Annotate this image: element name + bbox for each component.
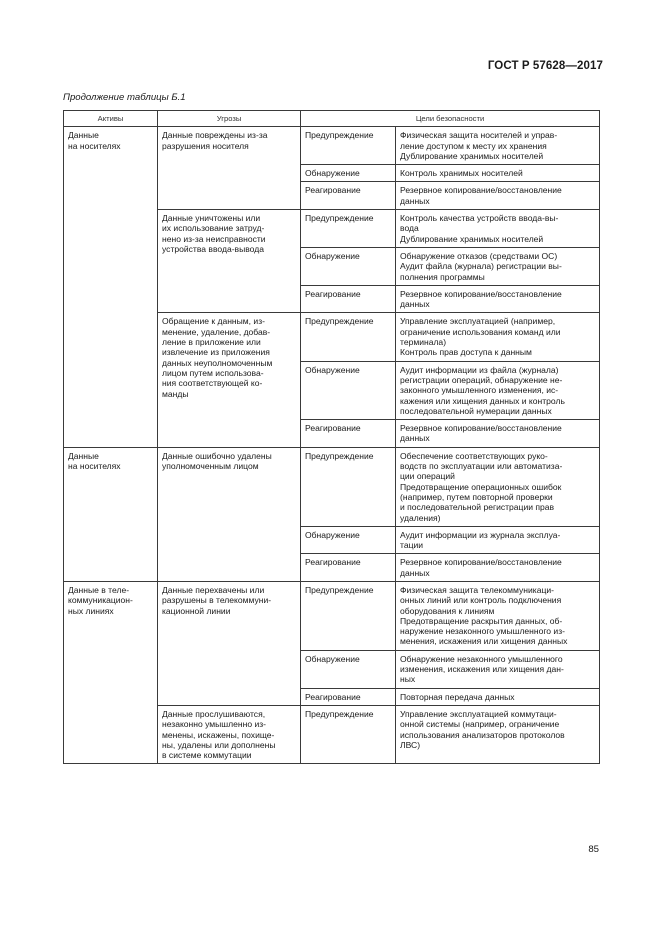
goal-type-cell: Реагирование	[301, 688, 396, 705]
goal-cell: Резервное копирование/восстановление данных	[396, 285, 600, 313]
goal-type-cell: Предупреждение	[301, 313, 396, 361]
goal-type-cell: Реагирование	[301, 554, 396, 582]
threat-cell: Данные ошибочно удалены уполномоченным лицом	[158, 447, 301, 581]
threat-cell: Данные прослушиваются, незаконно умышленно из- менены, искажены, похище- ны, удалены или дополнены в системе коммутации	[158, 705, 301, 763]
goal-cell: Обнаружение отказов (средствами ОС) Аудит файла (журнала) регистрации вы- полнения программы	[396, 247, 600, 285]
goal-type-cell: Обнаружение	[301, 361, 396, 419]
asset-cell: Данные в теле- коммуникацион- ных линиях	[64, 581, 158, 763]
column-header-assets: Активы	[64, 111, 158, 127]
column-header-security-goals: Цели безопасности	[301, 111, 600, 127]
goal-cell: Контроль качества устройств ввода-вы- вода Дублирование хранимых носителей	[396, 210, 600, 248]
goal-type-cell: Предупреждение	[301, 447, 396, 526]
goal-type-cell: Обнаружение	[301, 526, 396, 554]
column-header-threats: Угрозы	[158, 111, 301, 127]
goal-type-cell: Предупреждение	[301, 581, 396, 650]
goal-cell: Управление эксплуатацией (например, ограничение использования команд или терминала) Контроль прав доступа к данным	[396, 313, 600, 361]
goal-cell: Резервное копирование/восстановление данных	[396, 420, 600, 448]
document-code: ГОСТ Р 57628—2017	[487, 60, 603, 72]
table-header-row	[64, 111, 600, 127]
goal-cell: Физическая защита носителей и управ- ление доступом к месту их хранения Дублирование хранимых носителей	[396, 127, 600, 165]
goal-cell: Управление эксплуатацией коммутаци- онной системы (например, ограничение использования анализаторов протоколов ЛВС)	[396, 705, 600, 763]
goal-type-cell: Реагирование	[301, 182, 396, 210]
table-row	[64, 127, 600, 165]
table-caption: Продолжение таблицы Б.1	[63, 92, 186, 103]
goal-cell: Аудит информации из журнала эксплуа- тации	[396, 526, 600, 554]
goal-cell: Обнаружение незаконного умышленного изменения, искажения или хищения дан- ных	[396, 650, 600, 688]
goal-type-cell: Обнаружение	[301, 247, 396, 285]
goal-type-cell: Предупреждение	[301, 705, 396, 763]
page-number: 85	[588, 844, 599, 855]
table-row	[64, 447, 600, 526]
goal-cell: Обеспечение соответствующих руко- водств по эксплуатации или автоматиза- ции операций Предотвращение операционных ошибок (например, путем повторной проверки и последовательной регистрации прав удаления)	[396, 447, 600, 526]
goal-cell: Контроль хранимых носителей	[396, 165, 600, 182]
security-goals-table	[63, 110, 600, 764]
goal-cell: Резервное копирование/восстановление данных	[396, 182, 600, 210]
table-row	[64, 581, 600, 650]
threat-cell: Обращение к данным, из- менение, удаление, добав- ление в приложение или извлечение из приложения данных неуполномоченным лицом путем использова- ния соответствующей ко- манды	[158, 313, 301, 447]
asset-cell: Данные на носителях	[64, 127, 158, 447]
goal-type-cell: Реагирование	[301, 420, 396, 448]
goal-type-cell: Обнаружение	[301, 165, 396, 182]
threat-cell: Данные повреждены из-за разрушения носителя	[158, 127, 301, 210]
asset-cell: Данные на носителях	[64, 447, 158, 581]
goal-cell: Аудит информации из файла (журнала) регистрации операций, обнаружение не- законного умышленного изменения, ис- кажения или хищения данных и контроль последовательной нумерации данных	[396, 361, 600, 419]
goal-cell: Резервное копирование/восстановление данных	[396, 554, 600, 582]
threat-cell: Данные перехвачены или разрушены в телекоммуни- кационной линии	[158, 581, 301, 705]
goal-cell: Повторная передача данных	[396, 688, 600, 705]
goal-type-cell: Предупреждение	[301, 210, 396, 248]
goal-type-cell: Предупреждение	[301, 127, 396, 165]
goal-type-cell: Обнаружение	[301, 650, 396, 688]
goal-cell: Физическая защита телекоммуникаци- онных линий или контроль подключения оборудования к линиям Предотвращение раскрытия данных, об- наружение незаконного умышленного из- менения, искажения или хищения данных	[396, 581, 600, 650]
goal-type-cell: Реагирование	[301, 285, 396, 313]
threat-cell: Данные уничтожены или их использование затруд- нено из-за неисправности устройства ввода-вывода	[158, 210, 301, 313]
